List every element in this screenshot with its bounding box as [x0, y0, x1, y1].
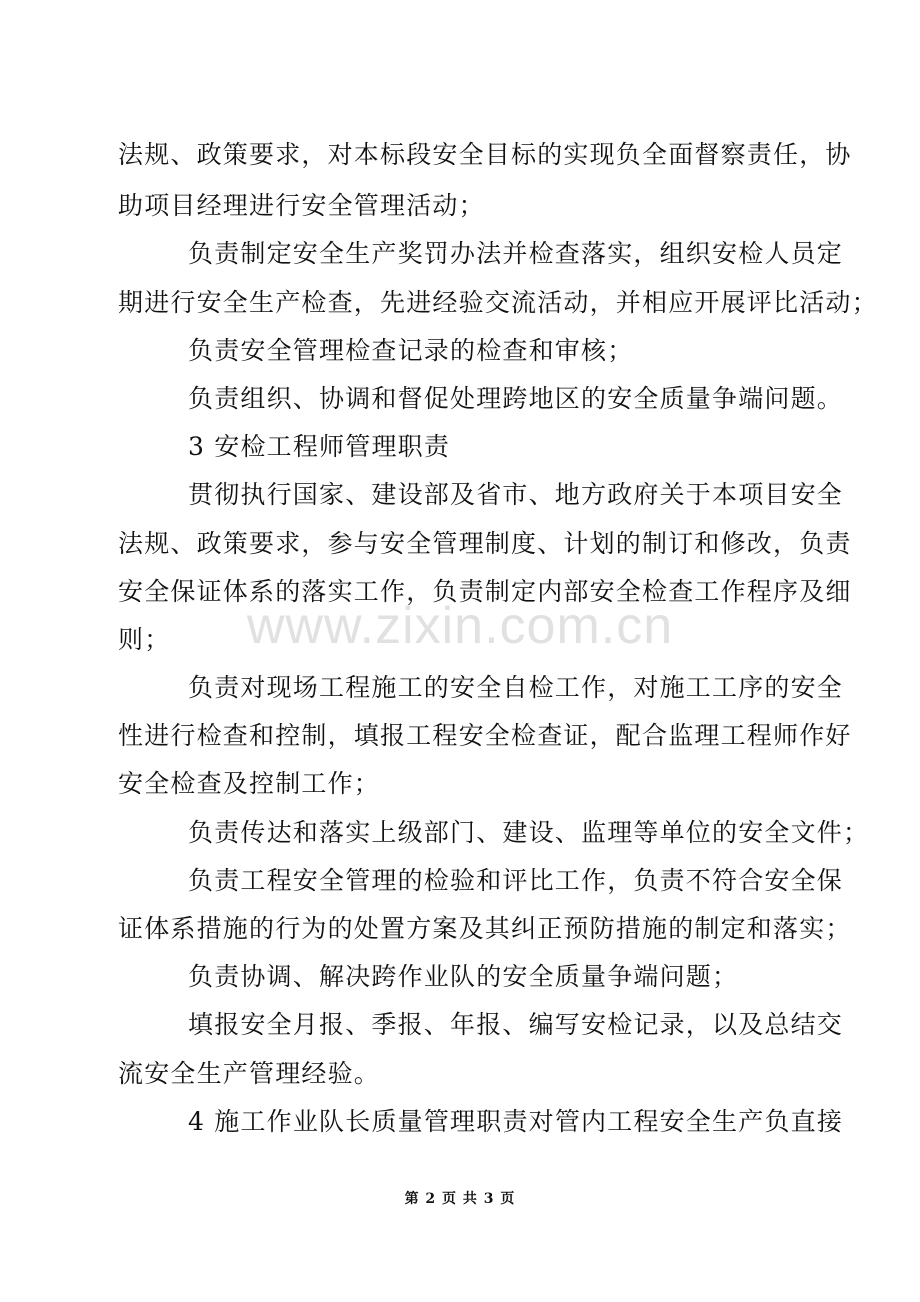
- text-line: 法规、政策要求，对本标段安全目标的实现负全面督察责任，协: [118, 140, 852, 169]
- text-line: 负责安全管理检查记录的检查和审核；: [188, 336, 634, 365]
- text-line: 负责工程安全管理的检验和评比工作，负责不符合安全保: [188, 866, 844, 895]
- text-line: 负责协调、解决跨作业队的安全质量争端问题；: [188, 962, 739, 991]
- text-line: 负责制定安全生产奖罚办法并检查落实，组织安检人员定: [188, 239, 844, 268]
- text-line: 安全检查及控制工作；: [118, 769, 381, 798]
- text-line: 法规、政策要求，参与安全管理制度、计划的制订和修改，负责: [118, 529, 852, 558]
- text-line: 期进行安全生产检查，先进经验交流活动，并相应开展评比活动；: [118, 288, 878, 317]
- page-footer: 第 2 页 共 3 页: [404, 1191, 516, 1207]
- text-line: 填报安全月报、季报、年报、编写安检记录，以及总结交: [188, 1010, 844, 1039]
- text-line: 负责传达和落实上级部门、建设、监理等单位的安全文件；: [188, 818, 870, 847]
- text-line: 则；: [118, 625, 171, 654]
- text-line: 助项目经理进行安全管理活动；: [118, 191, 485, 220]
- section-heading: 4 施工作业队长质量管理职责对管内工程安全生产负直接: [188, 1107, 844, 1136]
- text-line: 贯彻执行国家、建设部及省市、地方政府关于本项目安全: [188, 480, 844, 509]
- watermark: www.zixin.com.cn: [246, 597, 674, 655]
- text-line: 负责组织、协调和督促处理跨地区的安全质量争端问题。: [188, 384, 844, 413]
- text-line: 流安全生产管理经验。: [118, 1059, 381, 1088]
- text-line: 证体系措施的行为的处置方案及其纠正预防措施的制定和落实；: [118, 914, 852, 943]
- text-line: 性进行检查和控制，填报工程安全检查证，配合监理工程师作好: [118, 721, 852, 750]
- text-line: 安全保证体系的落实工作，负责制定内部安全检查工作程序及细: [118, 577, 852, 606]
- text-line: 负责对现场工程施工的安全自检工作，对施工工序的安全: [188, 673, 844, 702]
- section-heading: 3 安检工程师管理职责: [188, 432, 451, 461]
